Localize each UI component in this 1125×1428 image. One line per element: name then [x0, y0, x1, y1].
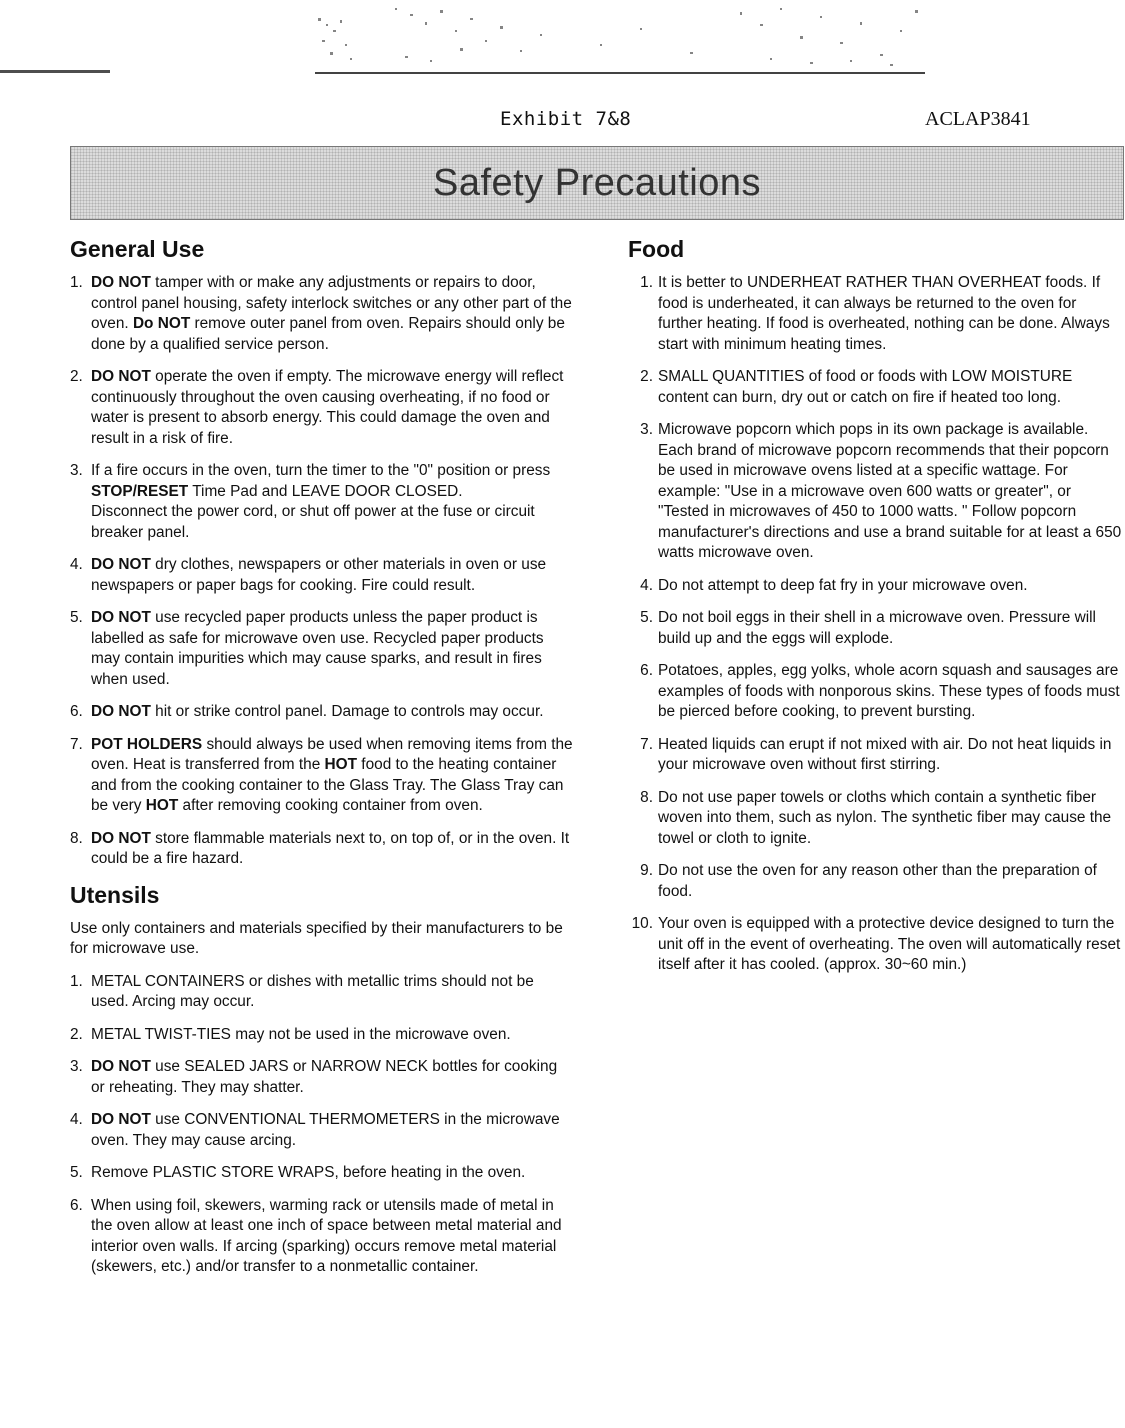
list-item [628, 367, 1122, 408]
general-use-list [70, 273, 575, 870]
emphasis-text: Do NOT [132, 315, 191, 332]
left-column [70, 236, 575, 1290]
list-item [628, 661, 1122, 723]
emphasis-text: DO NOT [91, 829, 151, 847]
item-text: should always be used when removing items from the oven. Heat is transferred from the [91, 735, 573, 773]
list-item-number: 1. [640, 274, 653, 291]
list-item [628, 420, 1122, 564]
list-item [70, 1196, 575, 1278]
right-column [628, 236, 1122, 988]
item-text: SMALL QUANTITIES of food or foods with LOW MOISTURE content can burn, dry out or catch on fire if heated too long. [658, 368, 1073, 406]
list-item [628, 735, 1122, 776]
list-item-number: 10. [631, 915, 653, 932]
list-item-number: 8. [640, 788, 653, 806]
emphasis-text: DO NOT [91, 703, 151, 720]
list-item-number: 2. [70, 1025, 83, 1043]
list-item-number: 3. [70, 1058, 83, 1075]
list-item-number: 5. [70, 609, 83, 626]
food-list [628, 273, 1122, 976]
list-item-number: 6. [70, 703, 83, 720]
item-text: Potatoes, apples, egg yolks, whole acorn squash and sausages are examples of foods with nonporous skins. These types of foods must be pierced before cooking, to prevent bursting. [658, 662, 1120, 720]
item-text: Disconnect the power cord, or shut off power at the fuse or circuit breaker panel. [91, 503, 535, 541]
item-text: remove outer panel from oven. Repairs should only be done by a qualified service person. [91, 315, 565, 353]
list-item-number: 4. [70, 1111, 83, 1128]
item-text: dry clothes, newspapers or other materials in oven or use newspapers or paper bags for cooking. Fire could result. [91, 556, 547, 594]
list-item [70, 1057, 575, 1098]
emphasis-text: DO NOT [91, 274, 151, 291]
section-heading-food: Food [628, 236, 685, 262]
emphasis-text: HOT [324, 756, 358, 773]
emphasis-text: POT HOLDERS [91, 735, 203, 753]
list-item [70, 972, 575, 1013]
utensils-list [70, 972, 575, 1278]
list-item-number: 5. [640, 609, 653, 626]
emphasis-text: DO NOT [91, 368, 151, 385]
item-text: When using foil, skewers, warming rack or utensils made of metal in the oven allow at least one inch of space between metal material and interior oven walls. If arcing (sparking) occurs remove metal material (skewers, etc.) and/or transfer to a nonmetallic container. [91, 1196, 562, 1275]
list-item [70, 461, 575, 543]
item-text: METAL CONTAINERS or dishes with metallic trims should not be used. Arcing may occur. [91, 972, 534, 1010]
list-item [628, 914, 1122, 976]
list-item-number: 1. [70, 274, 83, 291]
list-item [628, 788, 1122, 850]
item-text: Do not use paper towels or cloths which contain a synthetic fiber woven into them, such as nylon. The synthetic fiber may cause the towel or cloth to ignite. [658, 788, 1112, 847]
item-text: after removing cooking container from oven. [178, 797, 483, 814]
list-item-number: 1. [70, 972, 83, 990]
list-item-number: 7. [640, 735, 653, 753]
list-item-number: 5. [70, 1164, 83, 1181]
list-item-number: 9. [640, 862, 653, 879]
list-item-number: 6. [640, 662, 653, 679]
item-text: It is better to UNDERHEAT RATHER THAN OVERHEAT foods. If food is underheated, it can always be returned to the oven for further heating. If food is overheated, nothing can be done. Always start with minimum heating times. [658, 274, 1110, 353]
list-item-number: 3. [640, 421, 653, 438]
emphasis-text: DO NOT [91, 609, 151, 626]
scan-noise-header [0, 0, 1125, 80]
item-text: food to the heating container and from the cooking container to the Glass Tray. The Glass Tray can be very [91, 756, 564, 814]
item-text: tamper with or make any adjustments or repairs to door, control panel housing, safety interlock switches or any other part of the oven. [91, 274, 572, 332]
list-item-number: 2. [70, 368, 83, 385]
list-item [628, 576, 1122, 597]
item-text: store flammable materials next to, on top of, or in the oven. It could be a fire hazard. [91, 829, 570, 867]
list-item [70, 555, 575, 596]
utensils-intro: Use only containers and materials specified by their manufacturers to be for microwave use. [70, 919, 563, 957]
list-item [70, 1163, 575, 1184]
list-item-number: 2. [640, 368, 653, 385]
item-text: use SEALED JARS or NARROW NECK bottles for cooking or reheating. They may shatter. [91, 1058, 558, 1096]
title-banner [70, 146, 1124, 220]
item-text: Do not boil eggs in their shell in a microwave oven. Pressure will build up and the eggs will explode. [658, 609, 1096, 647]
list-item-number: 6. [70, 1196, 83, 1214]
item-text: Do not use the oven for any reason other than the preparation of food. [658, 862, 1097, 900]
item-text: hit or strike control panel. Damage to controls may occur. [150, 703, 544, 720]
item-text: use recycled paper products unless the paper product is labelled as safe for microwave oven use. Recycled paper products may contain impurities which may cause sparks, and result in fires when used. [91, 609, 544, 688]
list-item [70, 1025, 575, 1046]
section-heading-general-use: General Use [70, 236, 205, 262]
item-text: Remove PLASTIC STORE WRAPS, before heating in the oven. [91, 1164, 526, 1181]
list-item-number: 7. [70, 735, 83, 753]
item-text: METAL TWIST-TIES may not be used in the microwave oven. [91, 1025, 511, 1043]
list-item [70, 735, 575, 817]
list-item [70, 608, 575, 690]
item-text: Do not attempt to deep fat fry in your microwave oven. [658, 576, 1028, 594]
item-text: Microwave popcorn which pops in its own package is available. Each brand of microwave popcorn recommends that their popcorn be used in microwave ovens listed at a specific wattage. For example: "Use in a microwave oven 600 watts or greater", or "Tested in microwaves of 450 to 1000 watts. " Follow popcorn manufacturer's directions and use a brand suitable for at least a 650 watts microwave oven. [658, 421, 1122, 561]
list-item [70, 273, 575, 355]
list-item [628, 608, 1122, 649]
item-text: Time Pad and LEAVE DOOR CLOSED. [188, 482, 463, 500]
list-item-number: 8. [70, 829, 83, 847]
section-heading-utensils: Utensils [70, 881, 160, 908]
list-item [628, 273, 1122, 355]
emphasis-text: HOT [145, 797, 179, 814]
emphasis-text: DO NOT [91, 1111, 151, 1128]
item-text: Heated liquids can erupt if not mixed with air. Do not heat liquids in your microwave oven without first stirring. [658, 735, 1112, 773]
emphasis-text: DO NOT [91, 556, 151, 573]
list-item [70, 367, 575, 449]
list-item [70, 702, 575, 723]
item-text: use CONVENTIONAL THERMOMETERS in the microwave oven. They may cause arcing. [91, 1111, 560, 1149]
document-id: ACLAP3841 [925, 108, 1031, 130]
list-item [628, 861, 1122, 902]
item-text: Your oven is equipped with a protective device designed to turn the unit off in the event of overheating. The oven will automatically reset itself after it has cooled. (approx. 30~60 min.) [658, 915, 1121, 973]
list-item [70, 829, 575, 870]
list-item-number: 4. [640, 576, 653, 594]
list-item-number: 3. [70, 462, 83, 479]
item-text: operate the oven if empty. The microwave energy will reflect continuously throughout the oven causing overheating, if no food or water is present to absorb energy. This could damage the oven and result in a risk of fire. [91, 368, 564, 447]
emphasis-text: DO NOT [91, 1058, 151, 1075]
emphasis-text: STOP/RESET [91, 482, 189, 500]
item-text: If a fire occurs in the oven, turn the timer to the "0" position or press [91, 462, 551, 479]
exhibit-label: Exhibit 7&8 [500, 108, 632, 130]
list-item-number: 4. [70, 556, 83, 573]
list-item [70, 1110, 575, 1151]
page-title: Safety Precautions [433, 161, 761, 204]
